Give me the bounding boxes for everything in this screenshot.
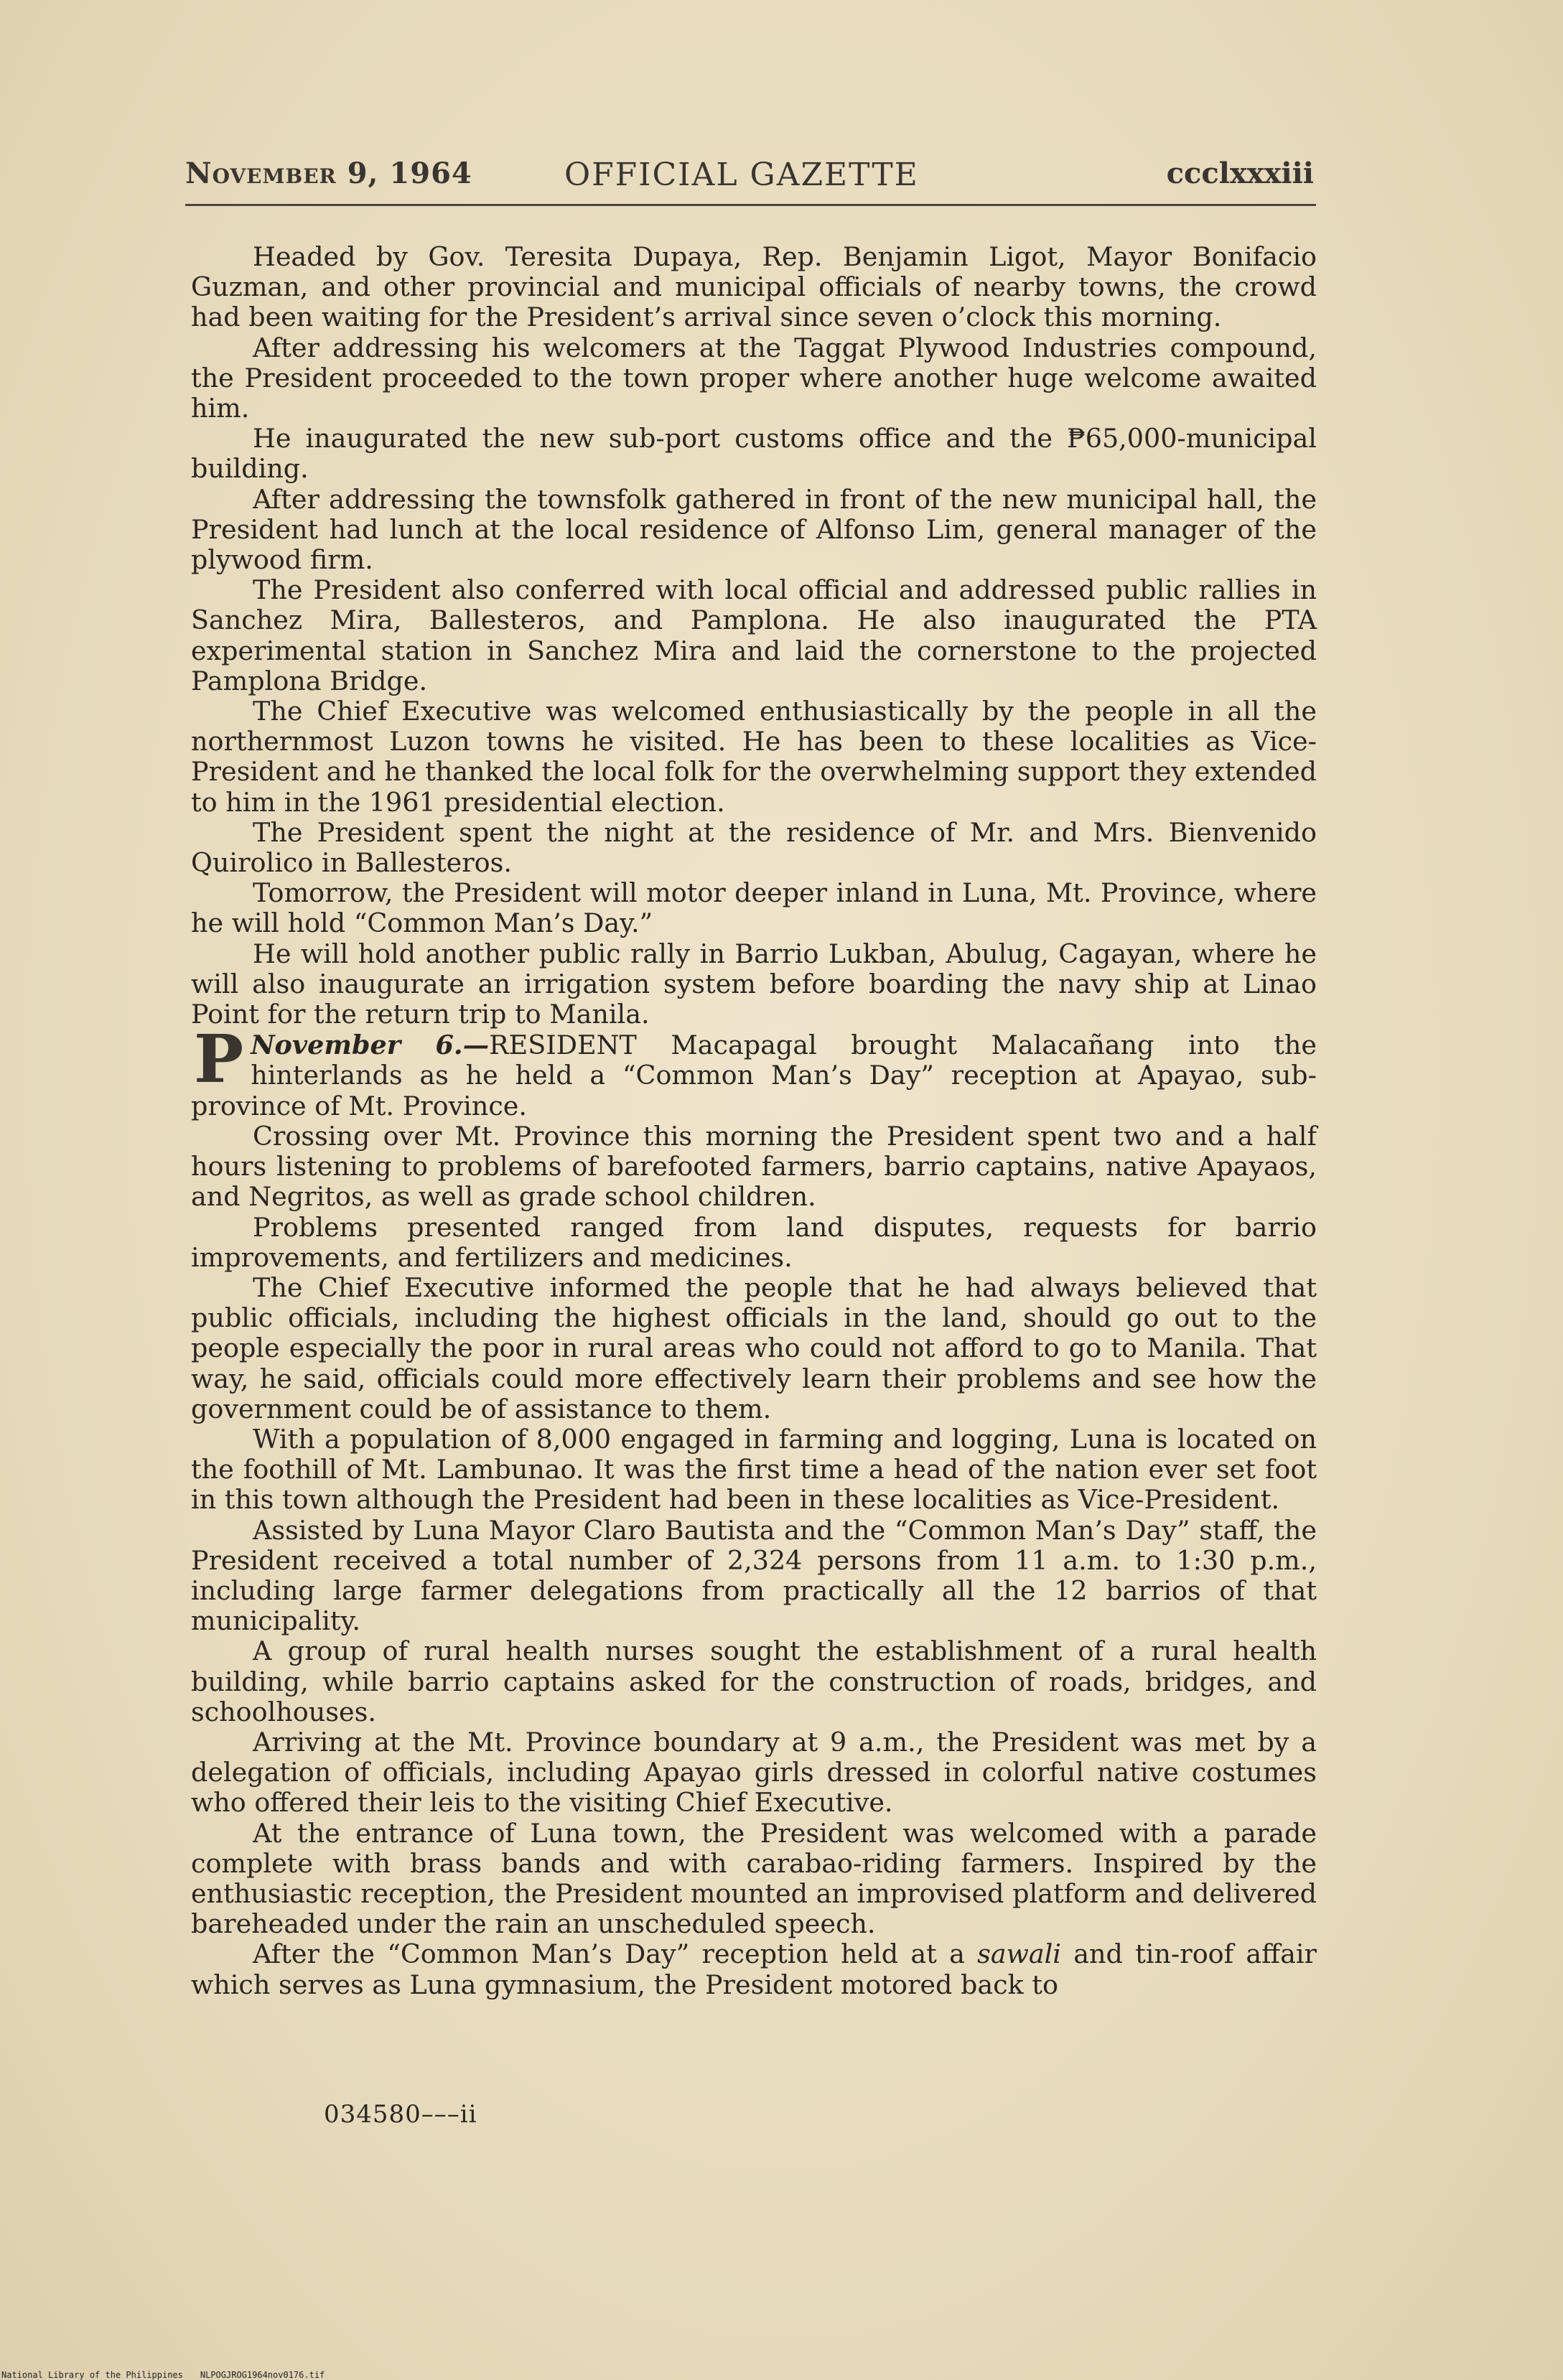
last-paragraph-before: After the “Common Man’s Day” reception held at a [253, 1938, 978, 1970]
paragraph: Tomorrow, the President will motor deeper inland in Luna, Mt. Province, where he will hold “Common Man’s Day.” [191, 877, 1317, 939]
header-title: OFFICIAL GAZETTE [564, 157, 919, 193]
scan-filename: NLPOGJROG1964nov0176.tif [200, 2370, 325, 2380]
header-rule [185, 204, 1316, 206]
entry-lead-text: RESIDENT Macapagal brought Malacañang into the hinterlands as he held a “Common Man’s Day” reception at Apayao, sub-province of Mt. Province. [191, 1030, 1317, 1121]
paragraph: Headed by Gov. Teresita Dupaya, Rep. Benjamin Ligot, Mayor Bonifacio Guzman, and other provincial and municipal officials of nearby towns, the crowd had been waiting for the President’s arrival since seven o’clock this morning. [191, 241, 1317, 333]
last-paragraph-after: and tin-roof affair which serves as Luna gymnasium, the President motored back to [191, 1938, 1317, 2000]
scan-credit [1, 2370, 325, 2380]
paragraph: He will hold another public rally in Barrio Lukban, Abulug, Cagayan, where he will also inaugurate an irrigation system before boarding the navy ship at Linao Point for the return trip to Manila. [191, 938, 1317, 1030]
last-paragraph-italic: sawali [977, 1938, 1061, 1970]
paragraph: The Chief Executive was welcomed enthusiastically by the people in all the northernmost Luzon towns he visited. He has been to these localities as Vice-President and he thanked the local folk for the overwhelming support they extended to him in the 1961 presidential election. [191, 696, 1317, 818]
paragraph: After addressing his welcomers at the Taggat Plywood Industries compound, the President proceeded to the town proper where another huge welcome awaited him. [191, 332, 1317, 424]
paragraph: At the entrance of Luna town, the President was welcomed with a parade complete with brass bands and with carabao-riding farmers. Inspired by the enthusiastic reception, the President mounted an improvised platform and delivered bareheaded under the rain an unscheduled speech. [191, 1817, 1317, 1940]
running-header [185, 157, 1314, 200]
paragraph: With a population of 8,000 engaged in farming and logging, Luna is located on the foothill of Mt. Lambunao. It was the first time a head of the nation ever set foot in this town although the President had been in these localities as Vice-President. [191, 1423, 1317, 1516]
signature-code: 034580–––ii [324, 2100, 477, 2129]
paragraph-last [191, 1939, 1317, 1999]
paragraph: Problems presented ranged from land disputes, requests for barrio improvements, and fertilizers and medicines. [191, 1211, 1317, 1273]
november-6-entry [191, 1020, 1317, 1121]
paragraph: A group of rural health nurses sought the establishment of a rural health building, while barrio captains asked for the construction of roads, bridges, and schoolhouses. [191, 1635, 1317, 1727]
scan-library: National Library of the Philippines [1, 2370, 183, 2380]
header-date: November 9, 1964 [185, 157, 472, 190]
paragraph: Assisted by Luna Mayor Claro Bautista and the “Common Man’s Day” staff, the President received a total number of 2,324 persons from 11 a.m. to 1:30 p.m., including large farmer delegations from practically all the 12 barrios of that municipality. [191, 1514, 1317, 1637]
paragraph: After addressing the townsfolk gathered in front of the new municipal hall, the President had lunch at the local residence of Alfonso Lim, general manager of the plywood firm. [191, 483, 1317, 576]
paragraph: The President spent the night at the residence of Mr. and Mrs. Bienvenido Quirolico in Ballesteros. [191, 816, 1317, 879]
paragraph: The President also conferred with local official and addressed public rallies in Sanchez Mira, Ballesteros, and Pamplona. He also inaugurated the PTA experimental station in Sanchez Mira and laid the cornerstone to the projected Pamplona Bridge. [191, 574, 1317, 696]
drop-cap-letter: P [194, 1020, 244, 1098]
article-body [191, 242, 1317, 2000]
paragraph: The Chief Executive informed the people that he had always believed that public officials, including the highest officials in the land, should go out to the people especially the poor in rural areas who could not afford to go to Manila. That way, he said, officials could more effectively learn their problems and see how the government could be of assistance to them. [191, 1271, 1317, 1424]
paragraph: Crossing over Mt. Province this morning the President spent two and a half hours listening to problems of barefooted farmers, barrio captains, native Apayaos, and Negritos, as well as grade school children. [191, 1120, 1317, 1213]
entry-date-label: November 6.— [251, 1030, 490, 1061]
paragraph: He inaugurated the new sub-port customs office and the ₱65,000-municipal building. [191, 423, 1317, 485]
paragraph: Arriving at the Mt. Province boundary at 9 a.m., the President was met by a delegation of officials, including Apayao girls dressed in colorful native costumes who offered their leis to the visiting Chief Executive. [191, 1726, 1317, 1819]
header-page-number: ccclxxxiii [1166, 157, 1314, 190]
